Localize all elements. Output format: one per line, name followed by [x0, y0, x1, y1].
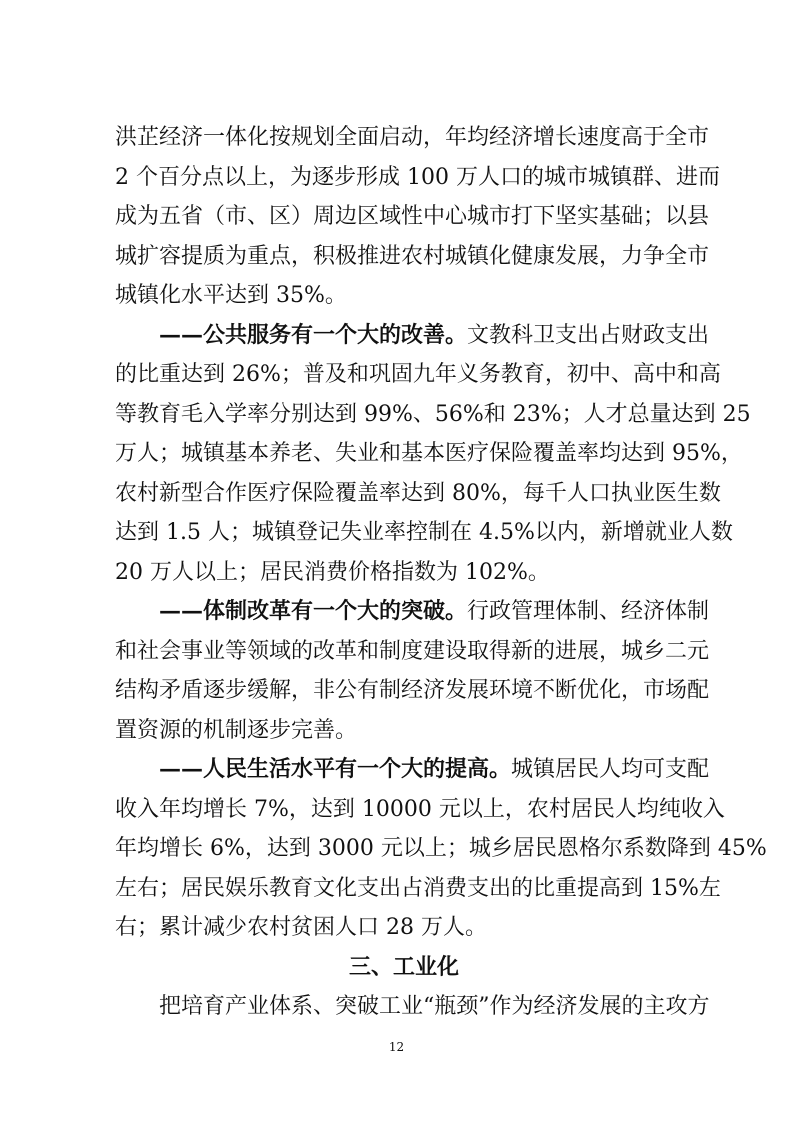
section-heading: 三、工业化 [348, 954, 459, 980]
paragraph-public-services: ——公共服务有一个大的改善。文教科卫支出占财政支出 [159, 321, 710, 348]
text-line: 结构矛盾逐步缓解，非公有制经济发展环境不断优化，市场配 [115, 678, 710, 703]
text-line: 城镇化水平达到 35%。 [115, 283, 347, 308]
text-line: 洪芷经济一体化按规划全面启动，年均经济增长速度高于全市 [115, 125, 710, 150]
text-line: 把培育产业体系、突破工业“瓶颈”作为经济发展的主攻方 [159, 994, 710, 1019]
text-line: 20 万人以上；居民消费价格指数为 102%。 [115, 559, 550, 585]
text-line: 和社会事业等领域的改革和制度建设取得新的进展，城乡二元 [115, 638, 710, 664]
text-line: 2 个百分点以上，为逐步形成 100 万人口的城市城镇群、进而 [115, 164, 720, 190]
text-line: 置资源的机制逐步完善。 [115, 717, 358, 743]
page-number: 12 [388, 1040, 405, 1054]
text-line: 万人；城镇基本养老、失业和基本医疗保险覆盖率均达到 95%， [115, 441, 743, 466]
text-line: 的比重达到 26%；普及和巩固九年义务教育，初中、高中和高 [115, 362, 721, 387]
text-line: 成为五省（市、区）周边区域性中心城市打下坚实基础；以县 [115, 204, 710, 229]
bold-lead: ——公共服务有一个大的改善。 [159, 321, 468, 348]
text-line: 城扩容提质为重点，积极推进农村城镇化健康发展，力争全市 [115, 243, 710, 269]
bold-lead: ——体制改革有一个大的突破。 [159, 598, 468, 624]
text-line: 右；累计减少农村贫困人口 28 万人。 [115, 915, 487, 940]
text-line: 年均增长 6%，达到 3000 元以上；城乡居民恩格尔系数降到 45% [115, 836, 767, 861]
text-line: 左右；居民娱乐教育文化支出占消费支出的比重提高到 15%左 [115, 875, 721, 901]
body-text [115, 118, 767, 1027]
text-line: 等教育毛入学率分别达到 99%、56%和 23%；人才总量达到 25 [115, 401, 751, 427]
paragraph-reform: ——体制改革有一个大的突破。行政管理体制、经济体制 [159, 598, 710, 624]
text-line: 农村新型合作医疗保险覆盖率达到 80%，每千人口执业医生数 [115, 480, 721, 506]
text-line: 收入年均增长 7%，达到 10000 元以上，农村居民人均纯收入 [115, 796, 725, 822]
text-line: 达到 1.5 人；城镇登记失业率控制在 4.5%以内，新增就业人数 [115, 520, 733, 545]
paragraph-living-standard: ——人民生活水平有一个大的提高。城镇居民人均可支配 [159, 756, 710, 782]
bold-lead: ——人民生活水平有一个大的提高。 [159, 756, 512, 782]
